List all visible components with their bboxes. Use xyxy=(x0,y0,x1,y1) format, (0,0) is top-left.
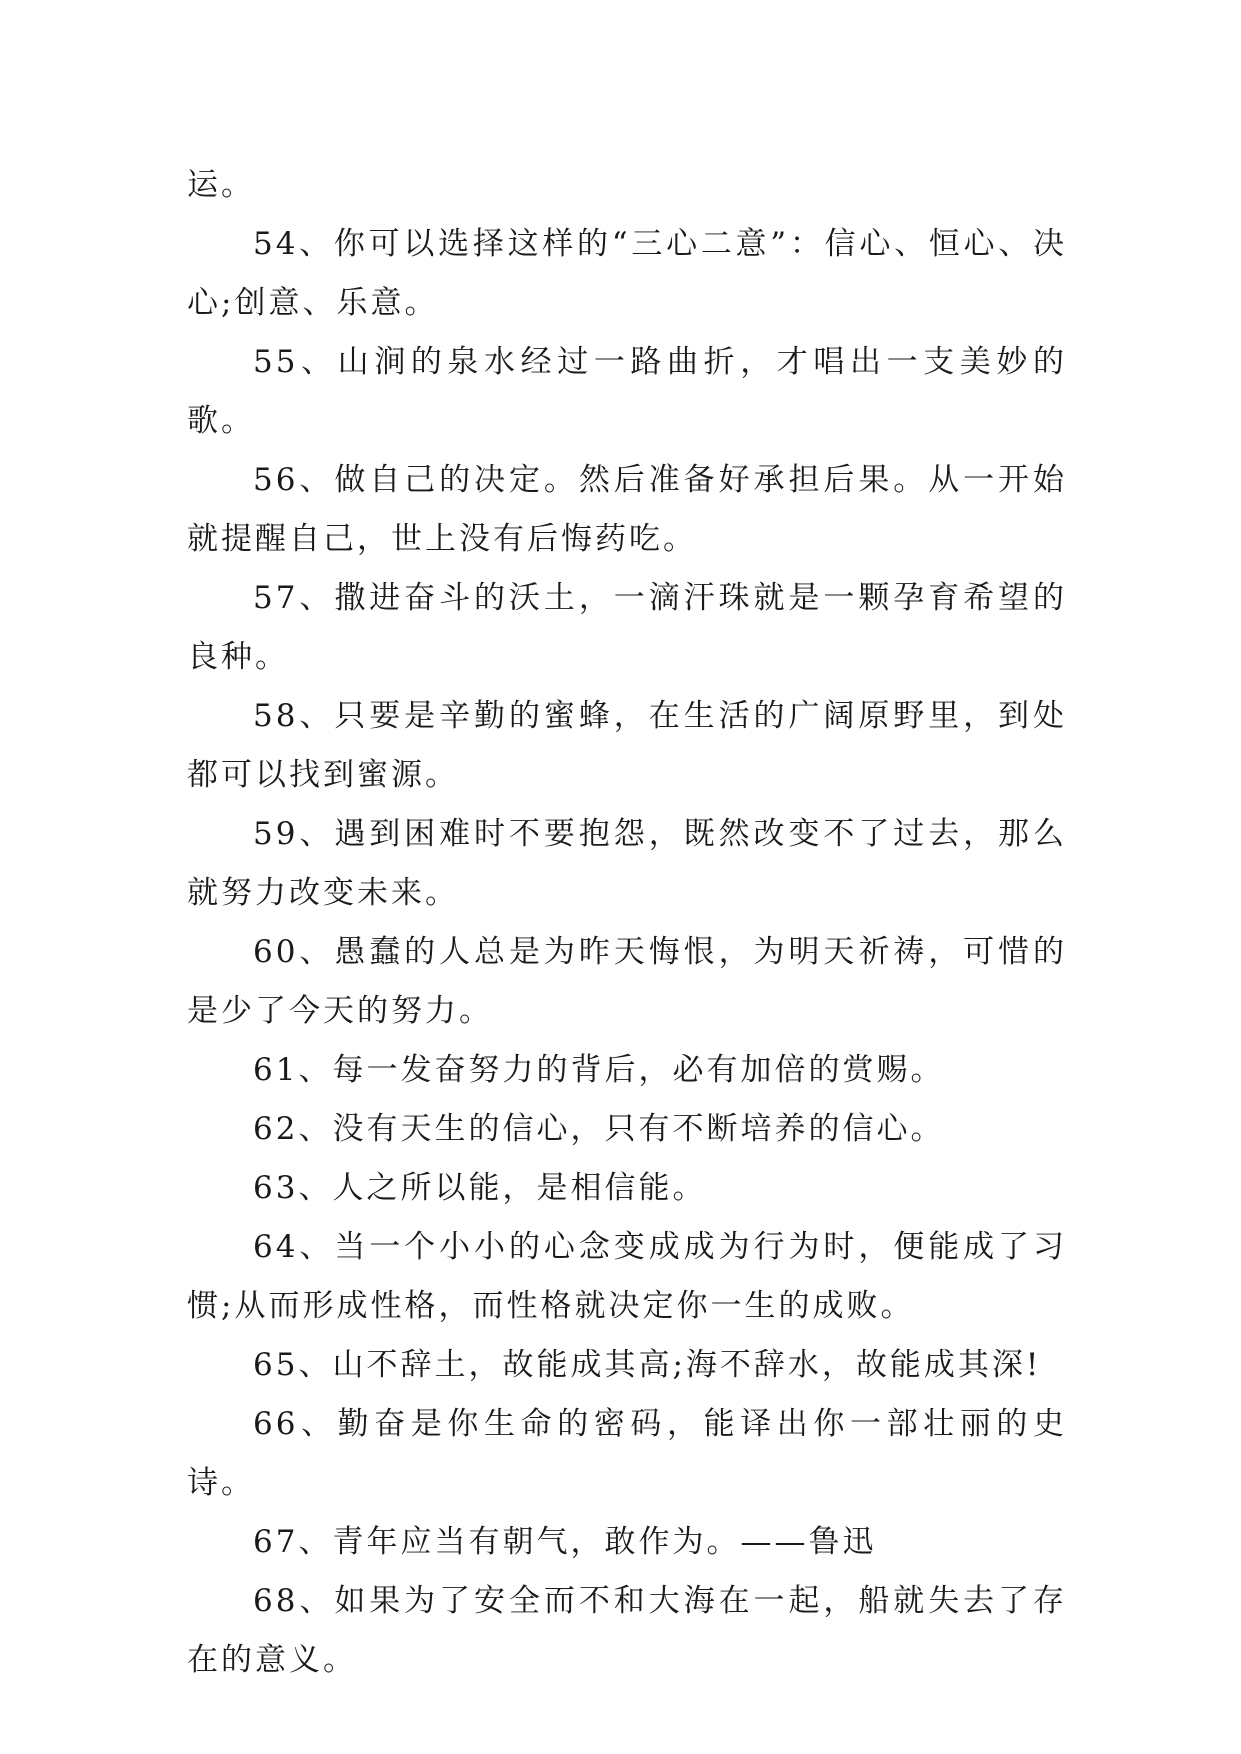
paragraph-62: 62、没有天生的信心，只有不断培养的信心。 xyxy=(253,1111,945,1147)
paragraph-58: 58、只要是辛勤的蜜蜂，在生活的广阔原野里，到处都可以找到蜜源。 xyxy=(187,698,1067,793)
paragraph-59: 59、遇到困难时不要抱怨，既然改变不了过去，那么就努力改变未来。 xyxy=(187,816,1067,911)
paragraph-67: 67、青年应当有朝气，敢作为。——鲁迅 xyxy=(253,1524,877,1560)
paragraph-66: 66、勤奋是你生命的密码，能译出你一部壮丽的史诗。 xyxy=(187,1406,1067,1501)
paragraph-65: 65、山不辞土，故能成其高;海不辞水，故能成其深! xyxy=(253,1347,1042,1383)
paragraph-63: 63、人之所以能，是相信能。 xyxy=(253,1170,707,1206)
paragraph-continuation: 运。 xyxy=(187,167,255,203)
paragraph-55: 55、山涧的泉水经过一路曲折，才唱出一支美妙的歌。 xyxy=(187,344,1067,439)
paragraph-68: 68、如果为了安全而不和大海在一起，船就失去了存在的意义。 xyxy=(187,1583,1067,1678)
paragraph-60: 60、愚蠢的人总是为昨天悔恨，为明天祈祷，可惜的是少了今天的努力。 xyxy=(187,934,1067,1029)
paragraph-54: 54、你可以选择这样的“三心二意”：信心、恒心、决心;创意、乐意。 xyxy=(187,226,1067,321)
paragraph-61: 61、每一发奋努力的背后，必有加倍的赏赐。 xyxy=(253,1052,945,1088)
document-body xyxy=(187,156,1067,1690)
paragraph-57: 57、撒进奋斗的沃土，一滴汗珠就是一颗孕育希望的良种。 xyxy=(187,580,1067,675)
paragraph-64: 64、当一个小小的心念变成成为行为时，便能成了习惯;从而形成性格，而性格就决定你一生的成败。 xyxy=(187,1229,1067,1324)
paragraph-56: 56、做自己的决定。然后准备好承担后果。从一开始就提醒自己，世上没有后悔药吃。 xyxy=(187,462,1067,557)
